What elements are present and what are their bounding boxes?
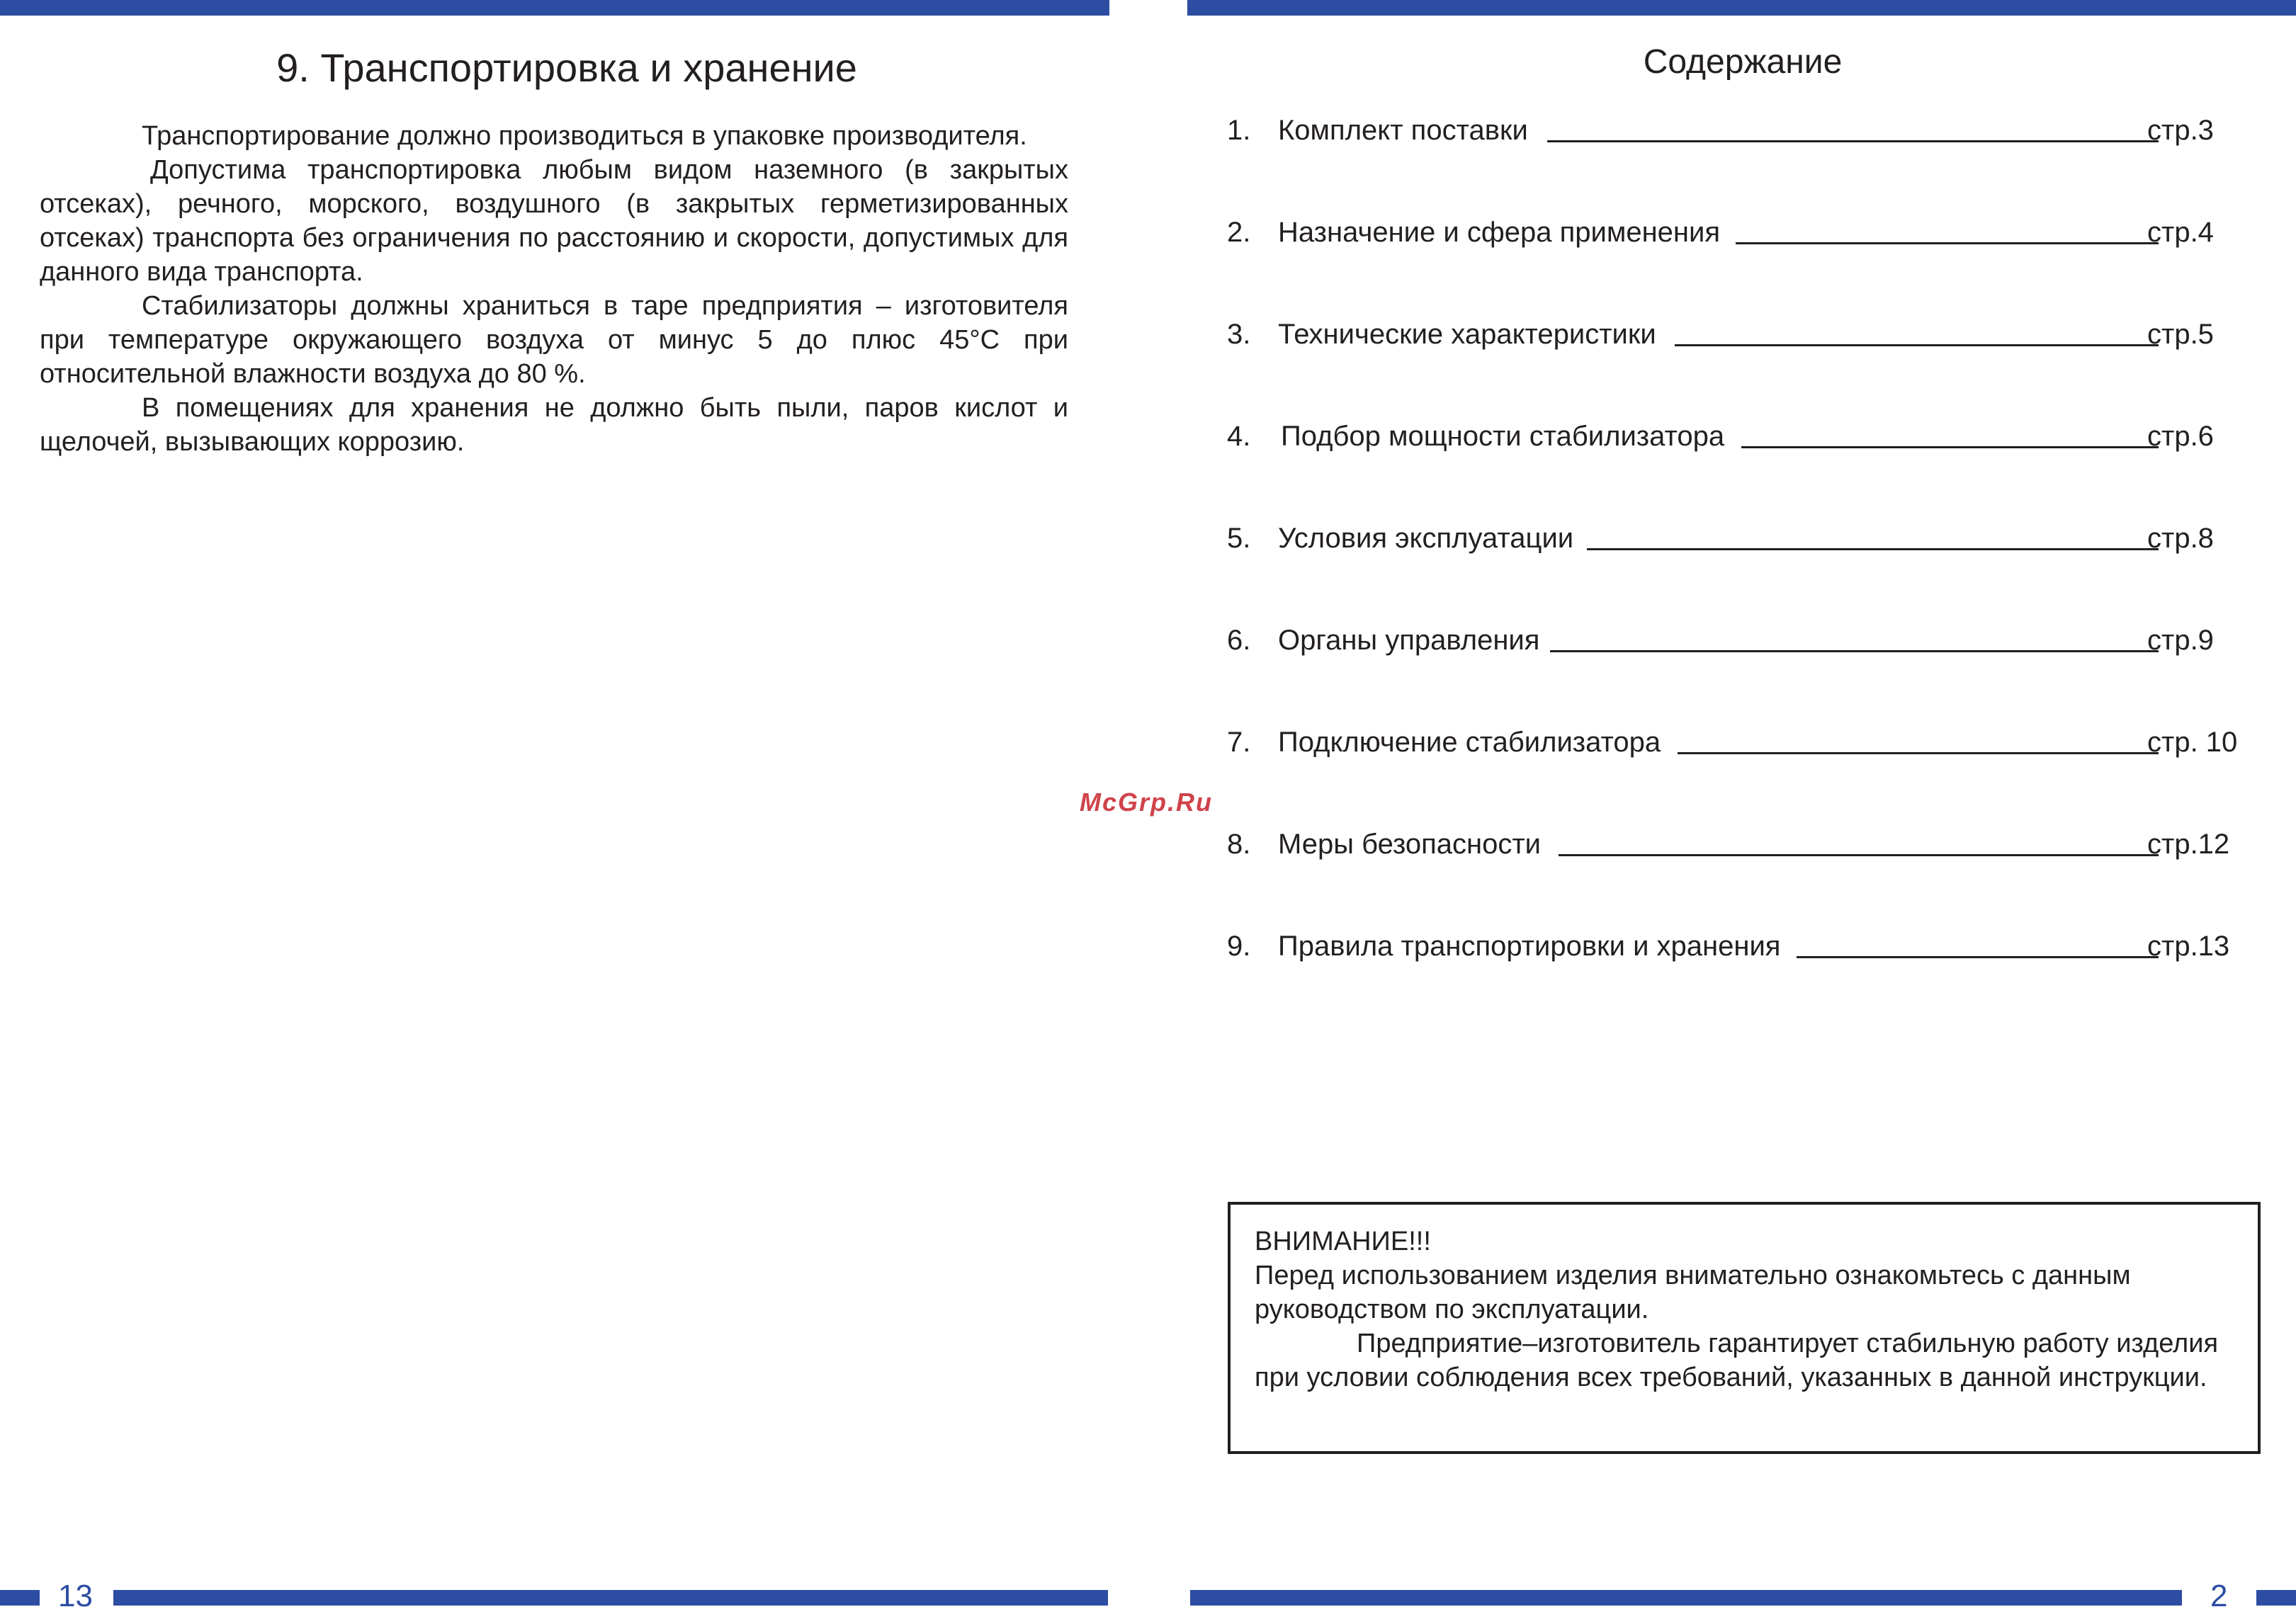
- toc-title: Содержание: [1643, 43, 1843, 81]
- toc-item-title: Назначение и сфера применения: [1278, 217, 1721, 248]
- toc-item[interactable]: [1227, 212, 2268, 314]
- toc-item-title: Правила транспортировки и хранения: [1278, 931, 1781, 962]
- toc-item[interactable]: [1227, 722, 2268, 824]
- toc-item-title: Условия эксплуатации: [1278, 523, 1574, 554]
- top-decorative-bar: [1187, 0, 2296, 16]
- bottom-decorative-bar: [113, 1590, 1108, 1606]
- warning-box: [1228, 1202, 2261, 1454]
- page-number: 2: [2210, 1579, 2228, 1613]
- toc-leader-line: [1547, 140, 2159, 142]
- left-page: [0, 0, 1148, 1613]
- paragraph-transport-packaging: Транспортирование должно производиться в упаковке производителя.: [142, 121, 1027, 151]
- toc-item-title: Технические характеристики: [1278, 319, 1656, 350]
- toc-item[interactable]: [1227, 620, 2268, 722]
- toc-leader-line: [1550, 650, 2159, 652]
- toc-item-number: 8.: [1227, 829, 1251, 860]
- section-body: [40, 119, 1068, 459]
- right-page: [1148, 0, 2296, 1613]
- watermark: McGrp.Ru: [1080, 788, 1214, 817]
- toc-item-number: 9.: [1227, 931, 1251, 962]
- toc-item-page: стр.13: [2147, 931, 2230, 962]
- toc-item-title: Подбор мощности стабилизатора: [1281, 421, 1725, 452]
- toc-leader-line: [1587, 548, 2159, 550]
- toc-item-page: стр.6: [2147, 421, 2214, 452]
- warning-text: Перед использованием изделия внимательно ознакомьтесь с данным руководством по эксплуатации.: [1255, 1261, 2131, 1324]
- paragraph-storage-conditions: Стабилизаторы должны храниться в таре предприятия – изготовителя при температуре окружающего воздуха от минус 5 до плюс 45°С при относительной влажности воздуха до 80 %.: [40, 291, 1068, 389]
- toc-item-page: стр.8: [2147, 523, 2214, 554]
- toc-item-title: Меры безопасности: [1278, 829, 1541, 860]
- toc-item[interactable]: [1227, 110, 2268, 212]
- toc-item-page: стр.5: [2147, 319, 2214, 350]
- page-number: 13: [58, 1579, 93, 1613]
- toc-item-title: Органы управления: [1278, 625, 1540, 656]
- toc-leader-line: [1736, 242, 2159, 244]
- toc-leader-line: [1559, 854, 2159, 856]
- toc-item[interactable]: [1227, 416, 2268, 518]
- toc-item-number: 2.: [1227, 217, 1251, 248]
- section-title: 9. Транспортировка и хранение: [276, 45, 857, 90]
- toc-leader-line: [1741, 446, 2159, 448]
- bottom-decorative-bar: [2256, 1590, 2296, 1606]
- toc-item-title: Комплект поставки: [1278, 115, 1528, 146]
- top-decorative-bar: [0, 0, 1109, 16]
- toc-item-page: стр.9: [2147, 625, 2214, 656]
- toc-item-number: 4.: [1227, 421, 1251, 452]
- toc-item-page: стр.3: [2147, 115, 2214, 146]
- bottom-decorative-bar: [1190, 1590, 2182, 1606]
- toc-item-page: стр.12: [2147, 829, 2230, 860]
- toc-item[interactable]: [1227, 926, 2268, 1028]
- warning-heading: ВНИМАНИЕ!!!: [1255, 1227, 1431, 1256]
- toc-item-number: 5.: [1227, 523, 1251, 554]
- toc-item[interactable]: [1227, 314, 2268, 416]
- toc-leader-line: [1678, 752, 2159, 754]
- toc-item-title: Подключение стабилизатора: [1278, 727, 1661, 758]
- toc-item-number: 3.: [1227, 319, 1251, 350]
- paragraph-storage-room: В помещениях для хранения не должно быть пыли, паров кислот и щелочей, вызывающих коррозию.: [40, 393, 1068, 457]
- toc-item-page: стр.4: [2147, 217, 2214, 248]
- toc-item-number: 7.: [1227, 727, 1251, 758]
- toc-item[interactable]: [1227, 824, 2268, 926]
- toc-leader-line: [1797, 956, 2159, 958]
- table-of-contents: [1227, 110, 2268, 1028]
- bottom-decorative-bar: [0, 1590, 40, 1606]
- toc-item-number: 6.: [1227, 625, 1251, 656]
- toc-item-number: 1.: [1227, 115, 1251, 146]
- paragraph-transport-modes: Допустима транспортировка любым видом наземного (в закрытых отсеках), речного, морского, воздушного (в закрытых герметизированных отсеках) транспорта без ограничения по расстоянию и скорости, допустимых для данного вида транспорта.: [40, 155, 1068, 287]
- toc-item[interactable]: [1227, 518, 2268, 620]
- toc-item-page: стр. 10: [2147, 727, 2238, 758]
- warning-guarantee-text: Предприятие–изготовитель гарантирует стабильную работу изделия при условии соблюдения всех требований, указанных в данной инструкции.: [1255, 1329, 2219, 1392]
- toc-leader-line: [1675, 344, 2159, 346]
